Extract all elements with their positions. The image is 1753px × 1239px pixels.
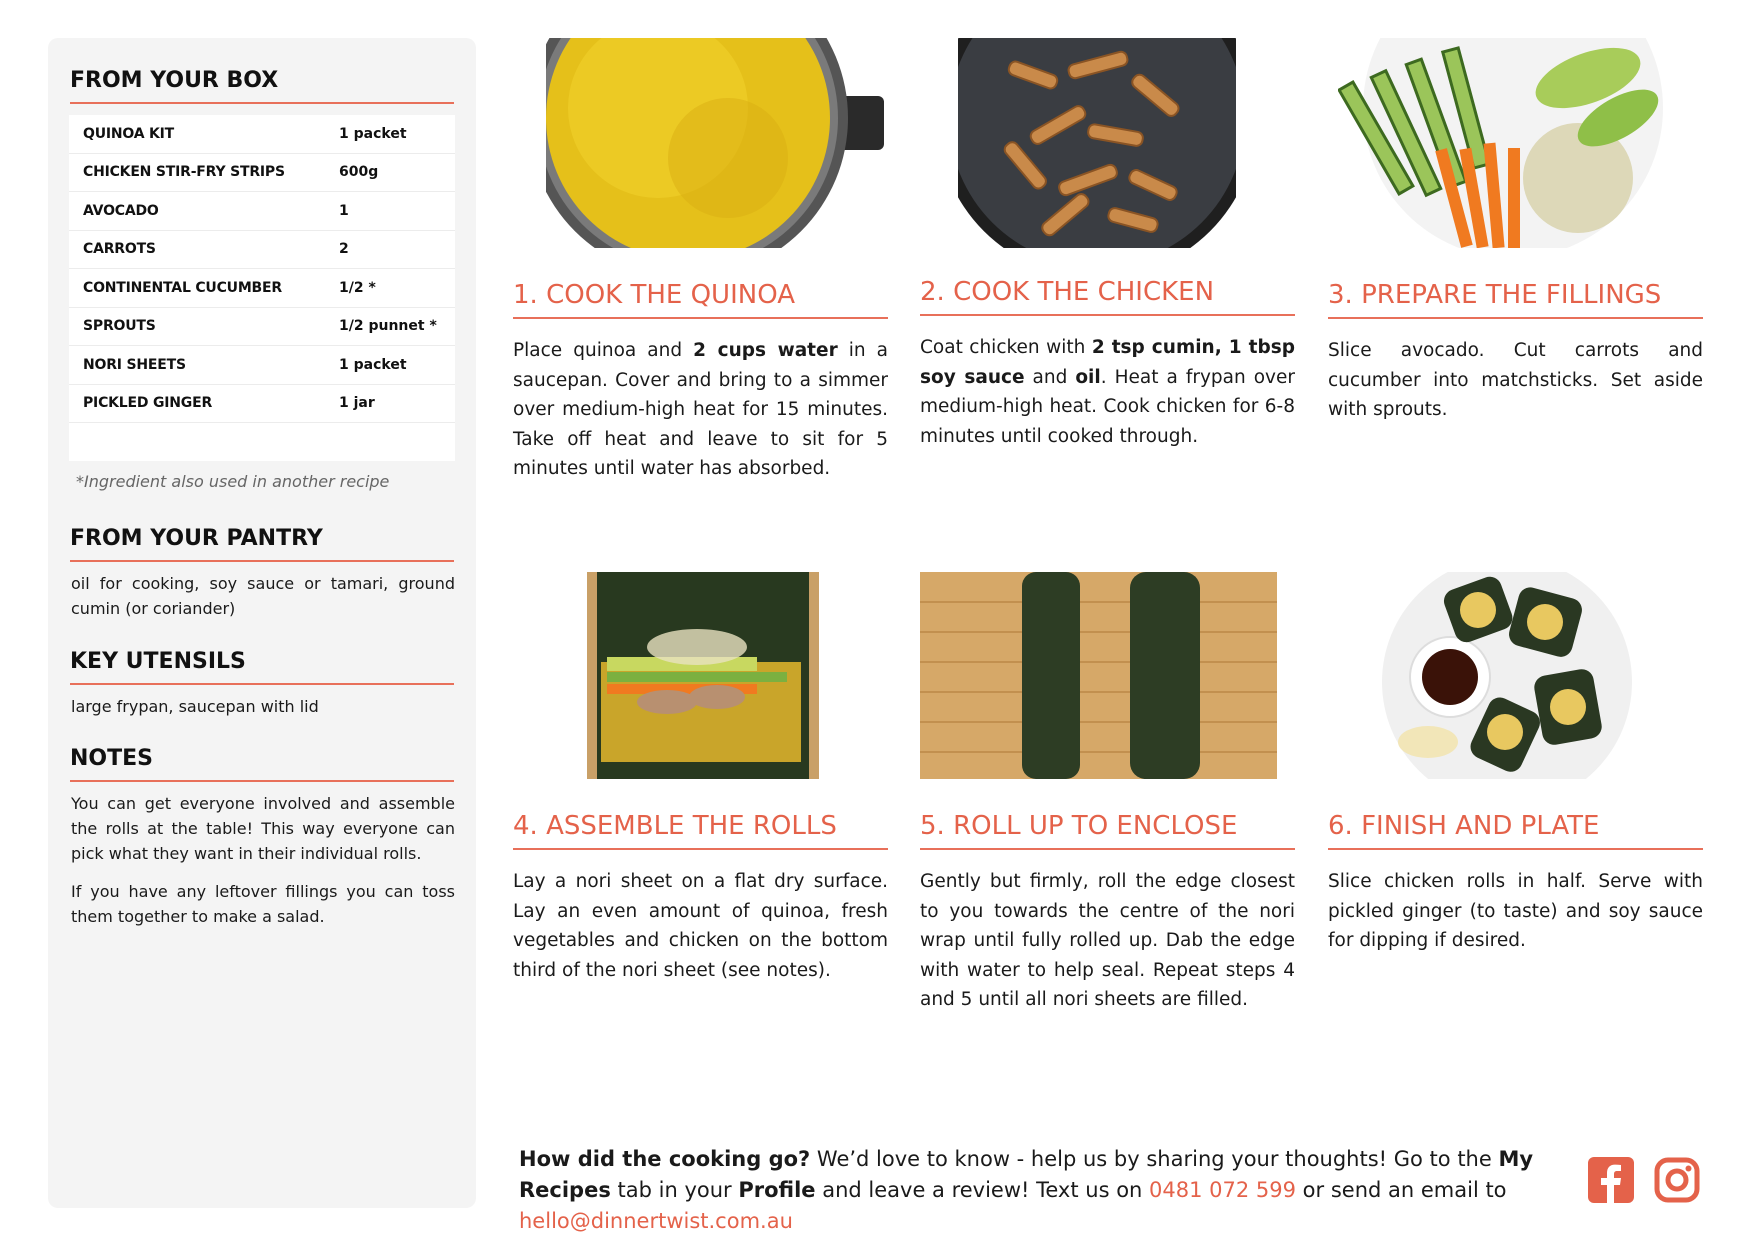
ingredient-row xyxy=(69,346,455,385)
step-3-body: Slice avocado. Cut carrots and cucumber into matchsticks. Set aside with sprouts. xyxy=(1328,340,1703,420)
ingredient-qty: 1/2 punnet * xyxy=(339,318,437,335)
ingredient-row xyxy=(69,154,455,193)
notes-para-2: If you have any leftover fillings you can toss them together to make a salad. xyxy=(71,882,455,926)
fillings-plate-photo xyxy=(1338,38,1668,248)
ingredient-row xyxy=(69,192,455,231)
notes-title: NOTES xyxy=(70,746,454,782)
ingredient-row xyxy=(69,115,455,154)
ingredients-table xyxy=(69,115,455,461)
pantry-title: FROM YOUR PANTRY xyxy=(70,526,454,562)
ingredient-row xyxy=(69,231,455,270)
ingredient-qty: 600g xyxy=(339,164,379,181)
ingredient-row xyxy=(69,269,455,308)
ingredient-name: CHICKEN STIR-FRY STRIPS xyxy=(83,164,285,181)
ingredient-name: SPROUTS xyxy=(83,318,156,335)
notes-para-1: You can get everyone involved and assemble the rolls at the table! This way everyone can pick what they want in their individual rolls. xyxy=(71,794,455,863)
phone-link[interactable]: 0481 072 599 xyxy=(1149,1178,1296,1202)
ingredient-qty: 1 xyxy=(339,202,349,219)
ingredient-qty: 1 packet xyxy=(339,356,407,373)
step-4-body: Lay a nori sheet on a flat dry surface. Lay an even amount of quinoa, fresh vegetables and chicken on the bottom third of the nori sheet (see notes). xyxy=(513,871,888,981)
chicken-pan-photo xyxy=(958,38,1236,248)
step-4-title: 4. ASSEMBLE THE ROLLS xyxy=(513,811,888,850)
ingredient-qty: 1 jar xyxy=(339,395,375,412)
ingredient-name: AVOCADO xyxy=(83,202,159,219)
utensils-title: KEY UTENSILS xyxy=(70,649,454,685)
ingredient-name: QUINOA KIT xyxy=(83,125,175,142)
step-2-title: 2. COOK THE CHICKEN xyxy=(920,277,1295,316)
ingredient-name: NORI SHEETS xyxy=(83,356,186,373)
sidebar xyxy=(48,38,476,1208)
step-1-title: 1. COOK THE QUINOA xyxy=(513,280,888,319)
box-title: FROM YOUR BOX xyxy=(70,68,454,104)
quinoa-pot-photo xyxy=(546,38,884,248)
footer-question: How did the cooking go? xyxy=(519,1147,811,1171)
facebook-icon[interactable] xyxy=(1588,1157,1634,1203)
feedback-footer: How did the cooking go? We’d love to know - help us by sharing your thoughts! Go to the My Recipes tab in your Profile and leave a review! Text us on 0481 072 599 or send an email to hello@dinnertwist.com.au xyxy=(519,1147,1534,1233)
pantry-text: oil for cooking, soy sauce or tamari, ground cumin (or coriander) xyxy=(71,574,455,618)
ingredient-name: CARROTS xyxy=(83,241,156,258)
rolled-nori-photo xyxy=(920,572,1277,779)
step-1-body: Place quinoa and 2 cups water in a saucepan. Cover and bring to a simmer over medium-high heat for 15 minutes. Take off heat and leave to sit for 5 minutes until water has absorbed. xyxy=(513,340,889,479)
plated-rolls-photo xyxy=(1328,572,1686,779)
step-3-title: 3. PREPARE THE FILLINGS xyxy=(1328,280,1703,319)
assemble-rolls-photo xyxy=(587,572,819,779)
email-link[interactable]: hello@dinnertwist.com.au xyxy=(519,1209,793,1233)
step-6-title: 6. FINISH AND PLATE xyxy=(1328,811,1703,850)
step-2-body: Coat chicken with 2 tsp cumin, 1 tbsp soy sauce and oil. Heat a frypan over medium-high heat. Cook chicken for 6-8 minutes until cooked through. xyxy=(920,337,1295,447)
profile-link[interactable]: Profile xyxy=(738,1178,816,1202)
step-5-body: Gently but firmly, roll the edge closest to you towards the centre of the nori wrap until fully rolled up. Dab the edge with water to help seal. Repeat steps 4 and 5 until all nori sheets are filled. xyxy=(920,871,1295,1010)
utensils-text: large frypan, saucepan with lid xyxy=(71,697,319,716)
ingredient-qty: 1 packet xyxy=(339,125,407,142)
instagram-icon[interactable] xyxy=(1654,1157,1700,1203)
footnote: *Ingredient also used in another recipe xyxy=(76,472,390,491)
ingredient-name: CONTINENTAL CUCUMBER xyxy=(83,279,282,296)
ingredient-qty: 2 xyxy=(339,241,349,258)
ingredient-name: PICKLED GINGER xyxy=(83,395,213,412)
step-5-title: 5. ROLL UP TO ENCLOSE xyxy=(920,811,1295,850)
ingredient-row xyxy=(69,308,455,347)
my-recipes-link[interactable]: My Recipes xyxy=(519,1147,1534,1202)
step-6-body: Slice chicken rolls in half. Serve with pickled ginger (to taste) and soy sauce for dipping if desired. xyxy=(1328,871,1703,951)
ingredient-row xyxy=(69,385,455,424)
ingredient-qty: 1/2 * xyxy=(339,279,376,296)
